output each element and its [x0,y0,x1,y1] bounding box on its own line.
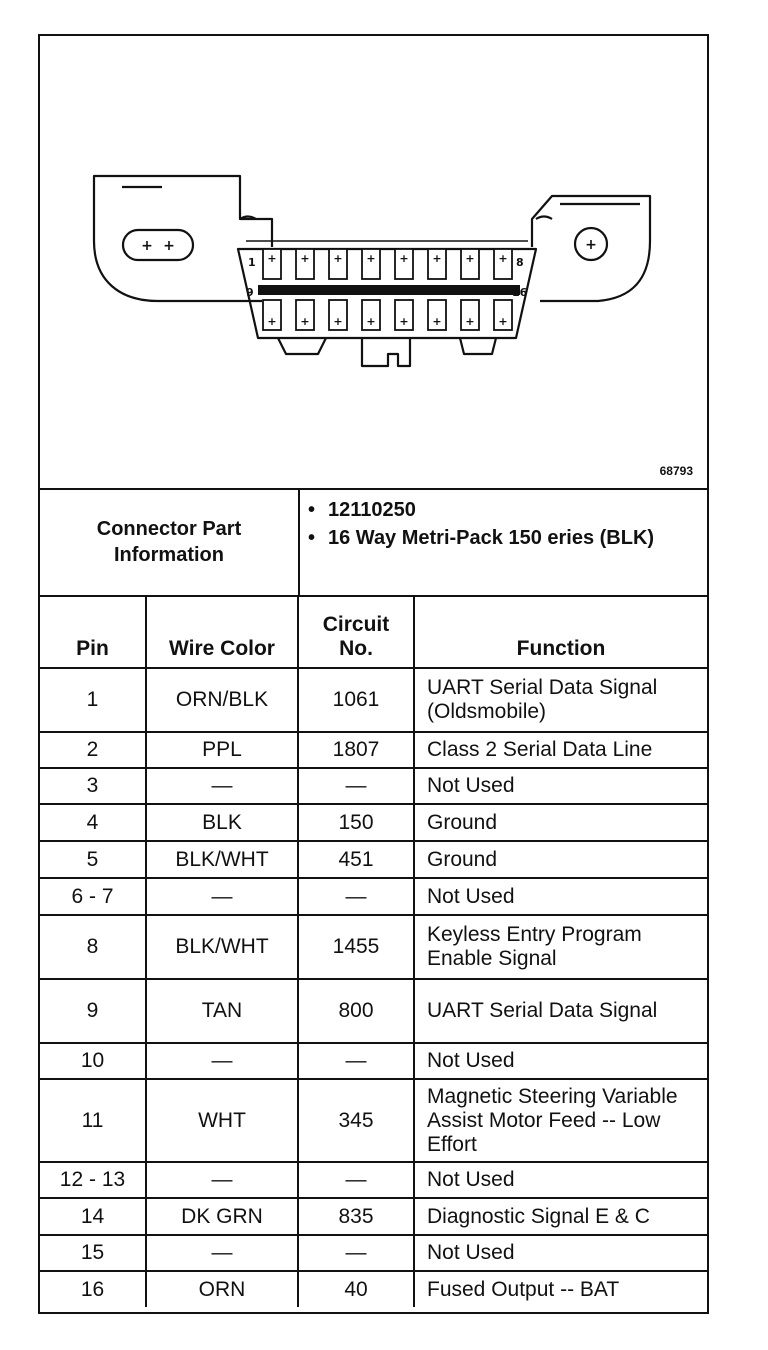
wire-color-cell: ORN [146,1271,298,1307]
pin-cell: 5 [40,841,146,878]
connector-drawing [40,36,707,488]
table-row [40,804,707,841]
pin-cell: 1 [40,668,146,732]
function-cell: Not Used [414,768,707,804]
part-number: • 12110250 [302,498,692,522]
circuit-cell: 150 [298,804,414,841]
svg-text:+: + [366,252,376,265]
table-row [40,979,707,1043]
svg-text:+: + [498,315,508,328]
function-cell: UART Serial Data Signal [414,979,707,1043]
connector-diagram [40,36,707,490]
circuit-cell: 1807 [298,732,414,768]
function-cell: Diagnostic Signal E & C [414,1198,707,1235]
table-row [40,668,707,732]
table-row [40,1235,707,1271]
header-pin: Pin [40,596,146,668]
pin-cell: 9 [40,979,146,1043]
pin-label-9: 9 [246,286,254,299]
svg-text:+: + [465,252,475,265]
function-cell: Fused Output -- BAT [414,1271,707,1307]
svg-text:+: + [267,252,277,265]
circuit-cell: — [298,1043,414,1079]
circuit-cell: 1061 [298,668,414,732]
table-row [40,1198,707,1235]
function-cell: Ground [414,841,707,878]
wire-color-cell: — [146,768,298,804]
connector-key-tab [278,338,326,354]
circuit-cell: 40 [298,1271,414,1307]
wire-color-cell: — [146,878,298,915]
svg-text:+: + [432,315,442,328]
svg-text:+: + [333,252,343,265]
part-info-list [302,498,692,554]
circuit-cell: 451 [298,841,414,878]
circuit-cell: — [298,1235,414,1271]
svg-text:+: + [498,252,508,265]
wire-color-cell: — [146,1043,298,1079]
svg-text:+: + [432,252,442,265]
wire-color-cell: BLK/WHT [146,915,298,979]
svg-text:+: + [399,315,409,328]
wire-color-cell: BLK/WHT [146,841,298,878]
pin-cell: 8 [40,915,146,979]
table-row [40,841,707,878]
pin-cell: 6 - 7 [40,878,146,915]
circuit-cell: 1455 [298,915,414,979]
circuit-cell: 800 [298,979,414,1043]
table-row [40,1271,707,1307]
wire-color-cell: TAN [146,979,298,1043]
svg-text:+: + [300,315,310,328]
circuit-cell: 345 [298,1079,414,1162]
function-cell: Magnetic Steering Variable Assist Motor Feed -- Low Effort [414,1079,707,1162]
pin-cell: 12 - 13 [40,1162,146,1198]
table-row [40,915,707,979]
connector-part-info [40,488,707,597]
svg-text:+: + [267,315,277,328]
svg-text:+: + [366,315,376,328]
pin-cell: 16 [40,1271,146,1307]
function-cell: Ground [414,804,707,841]
pin-cell: 4 [40,804,146,841]
circuit-cell: — [298,878,414,915]
pin-cell: 2 [40,732,146,768]
function-cell: Not Used [414,1043,707,1079]
wire-color-cell: BLK [146,804,298,841]
function-cell: Not Used [414,878,707,915]
wire-color-cell: DK GRN [146,1198,298,1235]
svg-text:+: + [585,237,597,253]
table-row [40,1043,707,1079]
wire-color-cell: PPL [146,732,298,768]
pinout-rows [40,668,707,1307]
wire-color-cell: — [146,1235,298,1271]
header-function: Function [414,596,707,668]
pin-label-8: 8 [516,256,524,269]
figure-number: 68793 [659,464,693,478]
svg-text:+: + [333,315,343,328]
wire-color-cell: ORN/BLK [146,668,298,732]
wire-color-cell: WHT [146,1079,298,1162]
pin-cell: 11 [40,1079,146,1162]
svg-text:+: + [399,252,409,265]
svg-text:+: + [465,315,475,328]
pinout-table [40,595,707,1307]
pin-cell: 14 [40,1198,146,1235]
function-cell: Class 2 Serial Data Line [414,732,707,768]
pin-cell: 10 [40,1043,146,1079]
table-row [40,1079,707,1162]
function-cell: UART Serial Data Signal (Oldsmobile) [414,668,707,732]
pin-label-1: 1 [248,256,256,269]
svg-text:+: + [141,238,153,254]
circuit-cell: 835 [298,1198,414,1235]
header-circuit: Circuit No. [298,596,414,668]
table-row [40,732,707,768]
circuit-cell: — [298,1162,414,1198]
table-row [40,1162,707,1198]
pin-cell: 3 [40,768,146,804]
pin-cell: 15 [40,1235,146,1271]
pin-label-16: 16 [512,286,528,299]
function-cell: Not Used [414,1235,707,1271]
table-header-row [40,596,707,668]
part-info-label: Connector Part Information [40,488,300,595]
table-row [40,768,707,804]
wire-color-cell: — [146,1162,298,1198]
table-row [40,878,707,915]
function-cell: Keyless Entry Program Enable Signal [414,915,707,979]
function-cell: Not Used [414,1162,707,1198]
header-wire-color: Wire Color [146,596,298,668]
connector-figure-frame [38,34,709,1314]
circuit-cell: — [298,768,414,804]
svg-text:+: + [300,252,310,265]
grommet-oval [123,230,193,260]
connector-type: • 16 Way Metri-Pack 150 eries (BLK) [302,526,692,550]
svg-text:+: + [163,238,175,254]
